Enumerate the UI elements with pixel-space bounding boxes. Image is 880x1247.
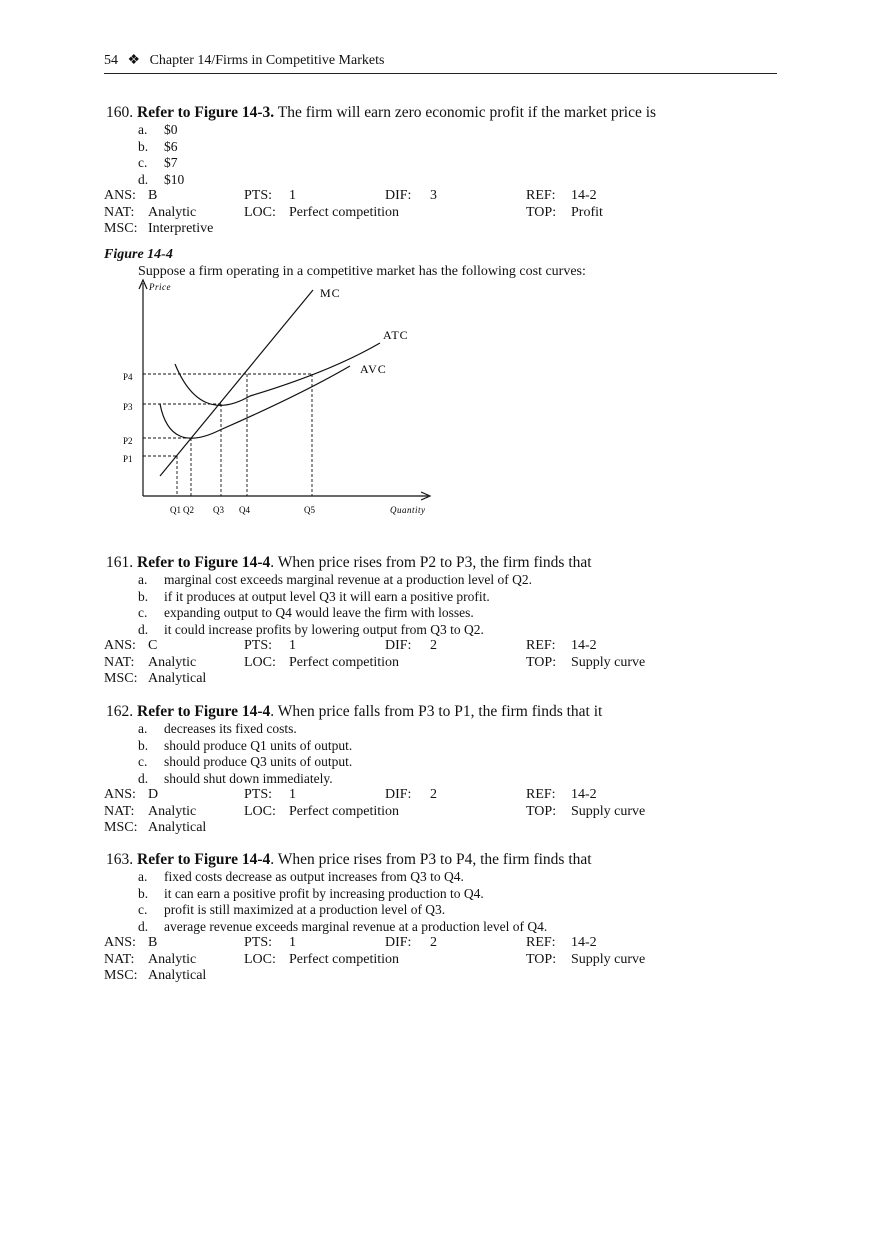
option-b: b. should produce Q1 units of output.: [138, 737, 353, 753]
answer-meta-160: ANS: B PTS: 1 DIF: 3 REF: 14-2 NAT: Analytic LOC: Perfect competition TOP: Profit MSC: Interpretive: [104, 188, 603, 237]
option-c: c. profit is still maximized at a production level of Q3.: [138, 902, 446, 918]
avc-curve: [160, 366, 350, 438]
option-d: d. $10: [138, 171, 185, 187]
page-header: [104, 52, 777, 74]
option-b: b. $6: [138, 138, 178, 154]
option-c: c. should produce Q3 units of output.: [138, 754, 353, 770]
tick-q3: Q3: [213, 505, 224, 515]
option-a: a. decreases its fixed costs.: [138, 721, 297, 736]
tick-p1: P1: [123, 454, 133, 464]
tick-p2: P2: [123, 436, 133, 446]
option-a: a. fixed costs decrease as output increases from Q3 to Q4.: [138, 869, 464, 884]
figure-caption: Suppose a firm operating in a competitive market has the following cost curves:: [138, 264, 586, 279]
question-stem: 162. Refer to Figure 14-4. When price falls from P3 to P1, the firm finds that it: [106, 703, 603, 720]
question-stem: 163. Refer to Figure 14-4. When price rises from P3 to P4, the firm finds that: [106, 851, 592, 868]
diamond-icon: ❖: [127, 53, 141, 68]
option-b: b. it can earn a positive profit by increasing production to Q4.: [138, 885, 484, 901]
option-c: c. $7: [138, 155, 178, 171]
tick-q4: Q4: [239, 505, 250, 515]
figure-label: Figure 14-4: [104, 247, 173, 262]
avc-label: AVC: [360, 362, 387, 376]
question-stem: 160. Refer to Figure 14-3. The firm will earn zero economic profit if the market price is: [106, 104, 657, 121]
chapter-title: Chapter 14/Firms in Competitive Markets: [149, 53, 385, 68]
option-a: a. $0: [138, 122, 178, 137]
cost-curves-chart: [0, 278, 880, 538]
option-d: d. should shut down immediately.: [138, 770, 333, 786]
answer-meta-161: ANS: C PTS: 1 DIF: 2 REF: 14-2 NAT: Analytic LOC: Perfect competition TOP: Supply curve MSC: Analytical: [104, 638, 646, 687]
option-d: d. average revenue exceeds marginal revenue at a production level of Q4.: [138, 918, 548, 934]
option-d: d. it could increase profits by lowering output from Q3 to Q2.: [138, 621, 484, 637]
question-162: [106, 703, 706, 787]
tick-p4: P4: [123, 372, 133, 382]
question-stem: 161. Refer to Figure 14-4. When price rises from P2 to P3, the firm finds that: [106, 554, 592, 571]
y-axis-label: Price: [149, 282, 171, 292]
tick-q2: Q2: [183, 505, 194, 515]
x-axis-label: Quantity: [390, 505, 426, 515]
question-163: [106, 851, 706, 935]
option-a: a. marginal cost exceeds marginal revenue at a production level of Q2.: [138, 572, 532, 587]
answer-meta-162: ANS: D PTS: 1 DIF: 2 REF: 14-2 NAT: Analytic LOC: Perfect competition TOP: Supply curve MSC: Analytical: [104, 787, 646, 836]
question-160: [106, 104, 706, 188]
atc-label: ATC: [383, 328, 409, 342]
option-b: b. if it produces at output level Q3 it will earn a positive profit.: [138, 588, 490, 604]
answer-meta-163: ANS: B PTS: 1 DIF: 2 REF: 14-2 NAT: Analytic LOC: Perfect competition TOP: Supply curve MSC: Analytical: [104, 935, 646, 984]
tick-p3: P3: [123, 402, 133, 412]
option-c: c. expanding output to Q4 would leave the firm with losses.: [138, 605, 474, 621]
mc-label: MC: [320, 286, 341, 300]
question-161: [106, 554, 706, 638]
tick-q1: Q1: [170, 505, 181, 515]
page-number: 54: [104, 53, 118, 68]
tick-q5: Q5: [304, 505, 315, 515]
